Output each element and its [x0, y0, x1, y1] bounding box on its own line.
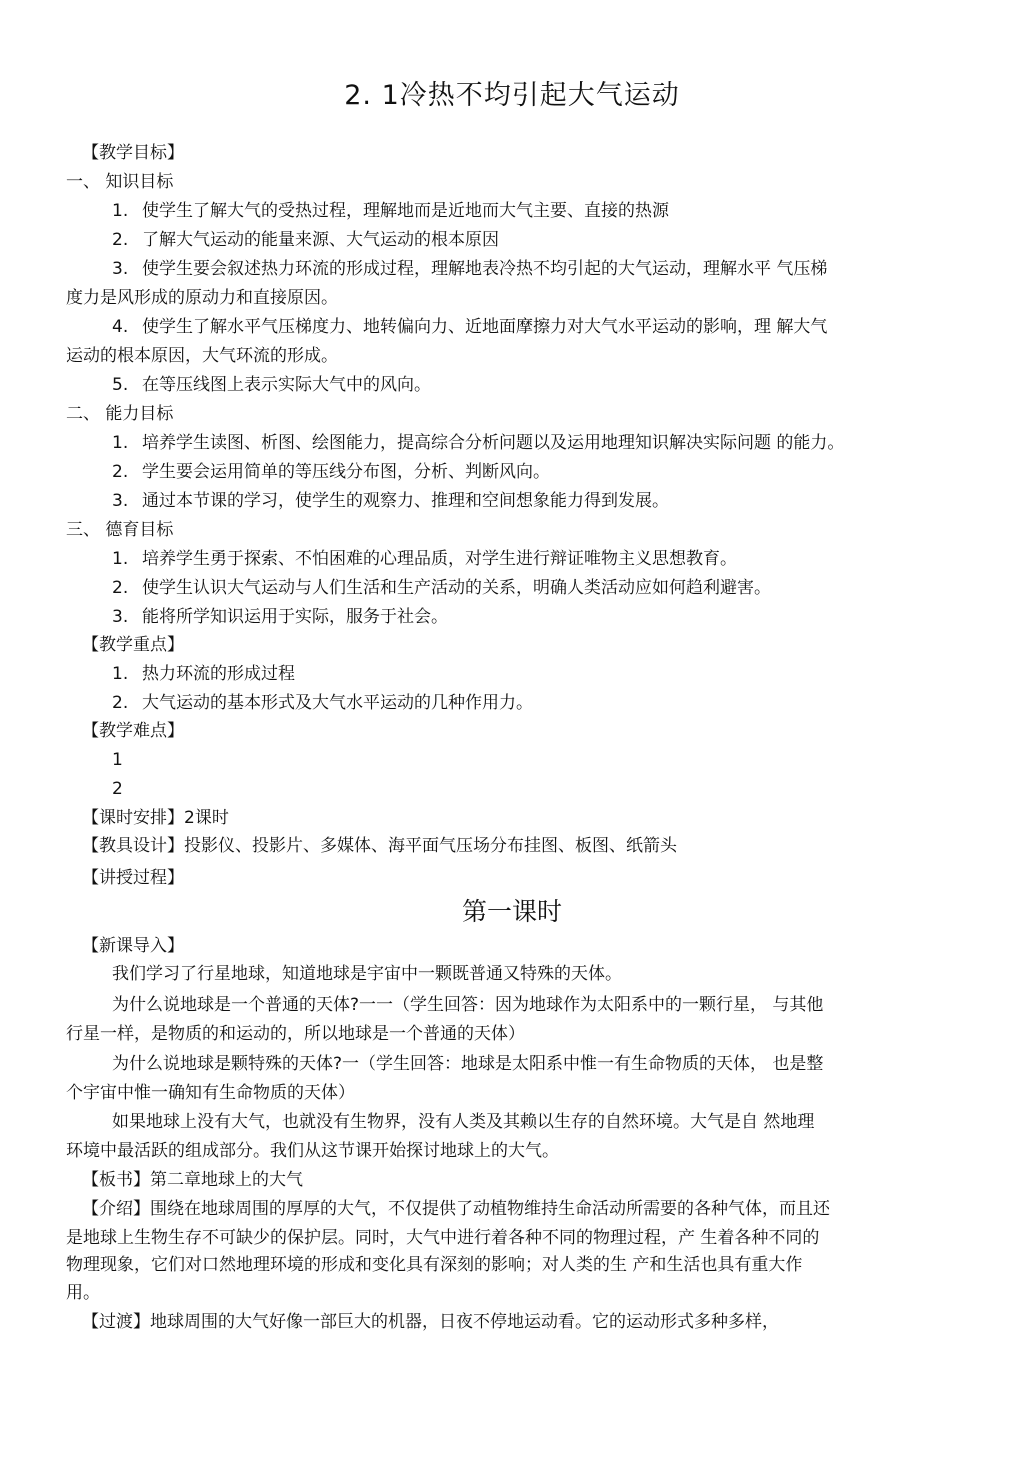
item-text: 大气运动的基本形式及大气水平运动的几种作用力。: [142, 693, 533, 713]
objectives-heading: 【教学目标】: [82, 143, 184, 163]
item-text: 通过本节课的学习，使学生的观察力、推理和空间想象能力得到发展。: [142, 491, 669, 511]
intro-paragraph-continued: 用。: [66, 1283, 100, 1303]
ability-item: [112, 460, 550, 484]
item-number: 2.: [112, 578, 129, 598]
paragraph-continued: 个宇宙中惟一确知有生命物质的天体）: [66, 1083, 355, 1103]
key-points-heading: 【教学重点】: [82, 635, 184, 655]
item-number: 2.: [112, 462, 129, 482]
item-number: 1.: [112, 664, 129, 684]
item-number: 3.: [112, 259, 129, 279]
knowledge-item: [112, 228, 499, 252]
equipment-line: 【教具设计】投影仪、投影片、多媒体、海平面气压场分布挂图、板图、纸箭头: [82, 836, 677, 856]
item-text: 能将所学知识运用于实际，服务于社会。: [142, 607, 448, 627]
moral-item: [112, 547, 737, 571]
page-title: 2. 1冷热不均引起大气运动: [344, 80, 680, 111]
intro-heading: 【新课导入】: [82, 936, 184, 956]
knowledge-item: [112, 315, 827, 339]
key-point-item: [112, 691, 533, 715]
item-text: 使学生了解大气的受热过程，理解地而是近地而大气主要、直接的热源: [142, 201, 669, 221]
difficult-point-item: 1: [112, 750, 123, 770]
process-heading: 【讲授过程】: [82, 868, 184, 888]
knowledge-heading: 一、 知识目标: [66, 172, 174, 192]
transition-line: 【过渡】地球周围的大气好像一部巨大的机器，日夜不停地运动看。它的运动形式多种多样，: [82, 1312, 779, 1332]
item-text: 了解大气运动的能量来源、大气运动的根本原因: [142, 230, 499, 250]
item-number: 1.: [112, 433, 129, 453]
schedule-line: 【课时安排】2课时: [82, 808, 229, 828]
item-text: 在等压线图上表示实际大气中的风向。: [142, 375, 431, 395]
item-number: 2.: [112, 693, 129, 713]
paragraph: 为什么说地球是一个普通的天体?一一（学生回答：因为地球作为太阳系中的一颗行星， 与其他: [112, 995, 824, 1015]
item-text: 培养学生读图、析图、绘图能力，提高综合分析问题以及运用地理知识解决实际问题 的能力。: [142, 433, 845, 453]
ability-item: [112, 431, 844, 455]
item-text: 使学生了解水平气压梯度力、地转偏向力、近地面摩擦力对大气水平运动的影响，理 解大气: [142, 317, 828, 337]
paragraph: 为什么说地球是颗特殊的天体?一（学生回答：地球是太阳系中惟一有生命物质的天体， 也是整: [112, 1054, 824, 1074]
knowledge-item: [112, 257, 827, 281]
moral-item: [112, 605, 448, 629]
key-point-item: [112, 662, 295, 686]
item-text: 使学生要会叙述热力环流的形成过程，理解地表冷热不均引起的大气运动，理解水平 气压梯: [142, 259, 828, 279]
item-number: 1.: [112, 549, 129, 569]
item-text: 培养学生勇于探索、不怕困难的心理品质，对学生进行辩证唯物主义思想教育。: [142, 549, 737, 569]
difficult-points-heading: 【教学难点】: [82, 721, 184, 741]
knowledge-item: [112, 373, 431, 397]
item-text: 使学生认识大气运动与人们生活和生产活动的关系，明确人类活动应如何趋利避害。: [142, 578, 771, 598]
paragraph: 我们学习了行星地球，知道地球是宇宙中一颗既普通又特殊的天体。: [112, 964, 622, 984]
board-note: 【板书】第二章地球上的大气: [82, 1170, 303, 1190]
knowledge-item: [112, 199, 669, 223]
item-number: 3.: [112, 607, 129, 627]
intro-paragraph-continued: 是地球上生物生存不可缺少的保护层。同时，大气中进行着各种不同的物理过程，产 生着各种不同的: [66, 1228, 820, 1248]
paragraph-continued: 环境中最活跃的组成部分。我们从这节课开始探讨地球上的大气。: [66, 1141, 559, 1161]
ability-heading: 二、 能力目标: [66, 404, 174, 424]
item-number: 4.: [112, 317, 129, 337]
item-text: 学生要会运用简单的等压线分布图，分析、判断风向。: [142, 462, 550, 482]
paragraph: 如果地球上没有大气，也就没有生物界，没有人类及其赖以生存的自然环境。大气是自 然地理: [112, 1112, 815, 1132]
item-number: 3.: [112, 491, 129, 511]
item-number: 2.: [112, 230, 129, 250]
paragraph-continued: 行星一样，是物质的和运动的，所以地球是一个普通的天体）: [66, 1024, 525, 1044]
moral-item: [112, 576, 771, 600]
item-text: 热力环流的形成过程: [142, 664, 295, 684]
item-number: 5.: [112, 375, 129, 395]
item-number: 1.: [112, 201, 129, 221]
intro-paragraph: 【介绍】围绕在地球周围的厚厚的大气，不仅提供了动植物维持生命活动所需要的各种气体，而且还: [82, 1199, 830, 1219]
intro-paragraph-continued: 物理现象，它们对口然地理环境的形成和变化具有深刻的影响；对人类的生 产和生活也具有重大作: [66, 1255, 803, 1275]
lesson-title: 第一课时: [461, 897, 562, 926]
difficult-point-item: 2: [112, 779, 123, 799]
knowledge-item-continued: 度力是风形成的原动力和直接原因。: [66, 288, 338, 308]
moral-heading: 三、 德育目标: [66, 520, 174, 540]
ability-item: [112, 489, 669, 513]
knowledge-item-continued: 运动的根本原因，大气环流的形成。: [66, 346, 338, 366]
